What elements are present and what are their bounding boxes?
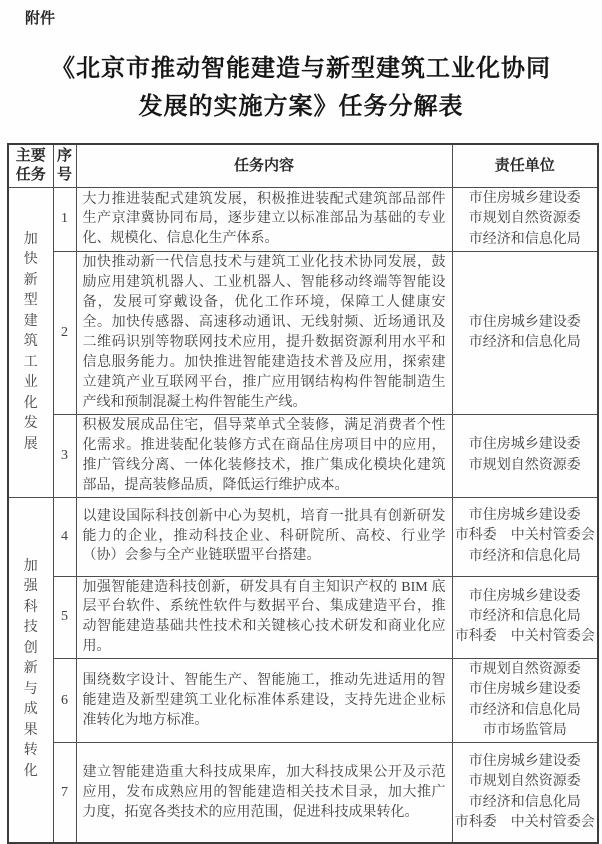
table-row — [8, 414, 598, 497]
table-row — [8, 743, 598, 843]
table-header-row — [8, 144, 598, 188]
responsible-unit: 市规划自然资源委 — [468, 774, 581, 790]
responsible-units-cell — [452, 251, 598, 414]
responsible-unit: 市规划自然资源委 — [468, 662, 581, 678]
responsible-unit: 市经济和信息化局 — [468, 334, 581, 350]
responsible-units-cell — [452, 414, 598, 497]
responsible-unit: 市经济和信息化局 — [468, 609, 581, 625]
column-header-task-content: 任务内容 — [76, 144, 452, 188]
page-title-line-2: 发展的实施方案》任务分解表 — [138, 94, 464, 120]
task-content-cell: 加强智能建造科技创新，研发具有自主知识产权的 BIM 底层平台软件、系统性软件与数据平台、集成建造平台，推动智能建造基础共性技术和关键核心技术研发和商业化应用。 — [76, 576, 452, 659]
task-content-cell: 加快推动新一代信息技术与建筑工业化技术协同发展，鼓励应用建筑机器人、工业机器人、智能移动终端等智能设备，发展可穿戴设备，优化工作环境，保障工人健康安全。加快传感器、高速移动通讯、无线射频、近场通讯及二维码识别等物联网技术应用，提升数据资源利用水平和信息服务能力。加快推进智能建造技术普及应用，探索建立建筑产业互联网平台，推广应用钢结构构件智能制造生产线和预制混凝土构件智能生产线。 — [76, 251, 452, 414]
table-row — [8, 659, 598, 743]
table-row — [8, 251, 598, 414]
main-task-group-cell — [8, 188, 53, 498]
table-row — [8, 576, 598, 659]
responsible-unit: 市科委 中关村管委会 — [454, 629, 595, 645]
task-table — [7, 143, 599, 844]
responsible-unit: 市住房城乡建设委 — [468, 437, 581, 453]
page-title-line-1: 《北京市推动智能建造与新型建筑工业化协同 — [51, 56, 551, 82]
responsible-unit: 市市场监管局 — [482, 723, 567, 739]
task-content-cell: 以建设国际科技创新中心为契机，培育一批具有创新研发能力的企业，推动科技企业、科研院所、高校、行业学（协）会参与全产业链联盟平台搭建。 — [76, 497, 452, 576]
column-header-responsible-unit: 责任单位 — [452, 144, 598, 188]
main-task-group-text: 加快新型建筑工业化发展 — [23, 231, 38, 452]
responsible-unit: 市科委 中关村管委会 — [454, 814, 595, 830]
responsible-unit: 市住房城乡建设委 — [468, 191, 581, 206]
responsible-unit: 市规划自然资源委 — [468, 457, 581, 473]
row-number-cell: 6 — [53, 659, 76, 743]
attachment-label: 附件 — [25, 11, 56, 27]
task-content-cell: 积极发展成品住宅，倡导菜单式全装修，满足消费者个性化需求。推进装配化装修方式在商品住房项目中的应用，推广管线分离、一体化装修技术，推广集成化模块化建筑部品，提高装修品质，降低运行维护成本。 — [76, 414, 452, 497]
responsible-units-cell — [452, 659, 598, 743]
row-number-cell: 4 — [53, 497, 76, 576]
main-task-group-text: 加强科技创新与成果转化 — [23, 558, 38, 779]
responsible-unit: 市住房城乡建设委 — [468, 314, 581, 330]
responsible-unit: 市住房城乡建设委 — [468, 753, 581, 769]
column-header-number: 序号 — [53, 144, 76, 188]
responsible-unit: 市住房城乡建设委 — [468, 682, 581, 698]
responsible-unit: 市住房城乡建设委 — [468, 588, 581, 604]
responsible-units-cell — [452, 188, 598, 252]
responsible-unit: 市经济和信息化局 — [468, 794, 581, 810]
responsible-unit: 市科委 中关村管委会 — [454, 528, 595, 544]
table-row — [8, 188, 598, 252]
row-number-cell: 3 — [53, 414, 76, 497]
responsible-unit: 市住房城乡建设委 — [468, 508, 581, 524]
task-content-cell: 建立智能建造重大科技成果库，加大科技成果公开及示范应用，发布成熟应用的智能建造相关技术目录，加大推广力度，拓宽各类技术的应用范围，促进科技成果转化。 — [76, 743, 452, 843]
row-number-cell: 1 — [53, 188, 76, 252]
page-title — [8, 50, 594, 126]
row-number-cell: 2 — [53, 251, 76, 414]
main-task-group-cell — [8, 497, 53, 843]
responsible-unit: 市经济和信息化局 — [468, 548, 581, 564]
responsible-units-cell — [452, 743, 598, 843]
column-header-main-task: 主要任务 — [8, 144, 53, 188]
task-content-cell: 围绕数字设计、智能生产、智能施工，推动先进适用的智能建造及新型建筑工业化标准体系建设，支持先进企业标准转化为地方标准。 — [76, 659, 452, 743]
responsible-units-cell — [452, 576, 598, 659]
responsible-unit: 市规划自然资源委 — [468, 211, 581, 227]
responsible-units-cell — [452, 497, 598, 576]
row-number-cell: 7 — [53, 743, 76, 843]
row-number-cell: 5 — [53, 576, 76, 659]
table-row — [8, 497, 598, 576]
task-content-cell: 大力推进装配式建筑发展，积极推进装配式建筑部品部件生产京津冀协同布局，逐步建立以标准部品为基础的专业化、规模化、信息化生产体系。 — [76, 188, 452, 252]
responsible-unit: 市经济和信息化局 — [468, 231, 581, 247]
responsible-unit: 市经济和信息化局 — [468, 702, 581, 718]
